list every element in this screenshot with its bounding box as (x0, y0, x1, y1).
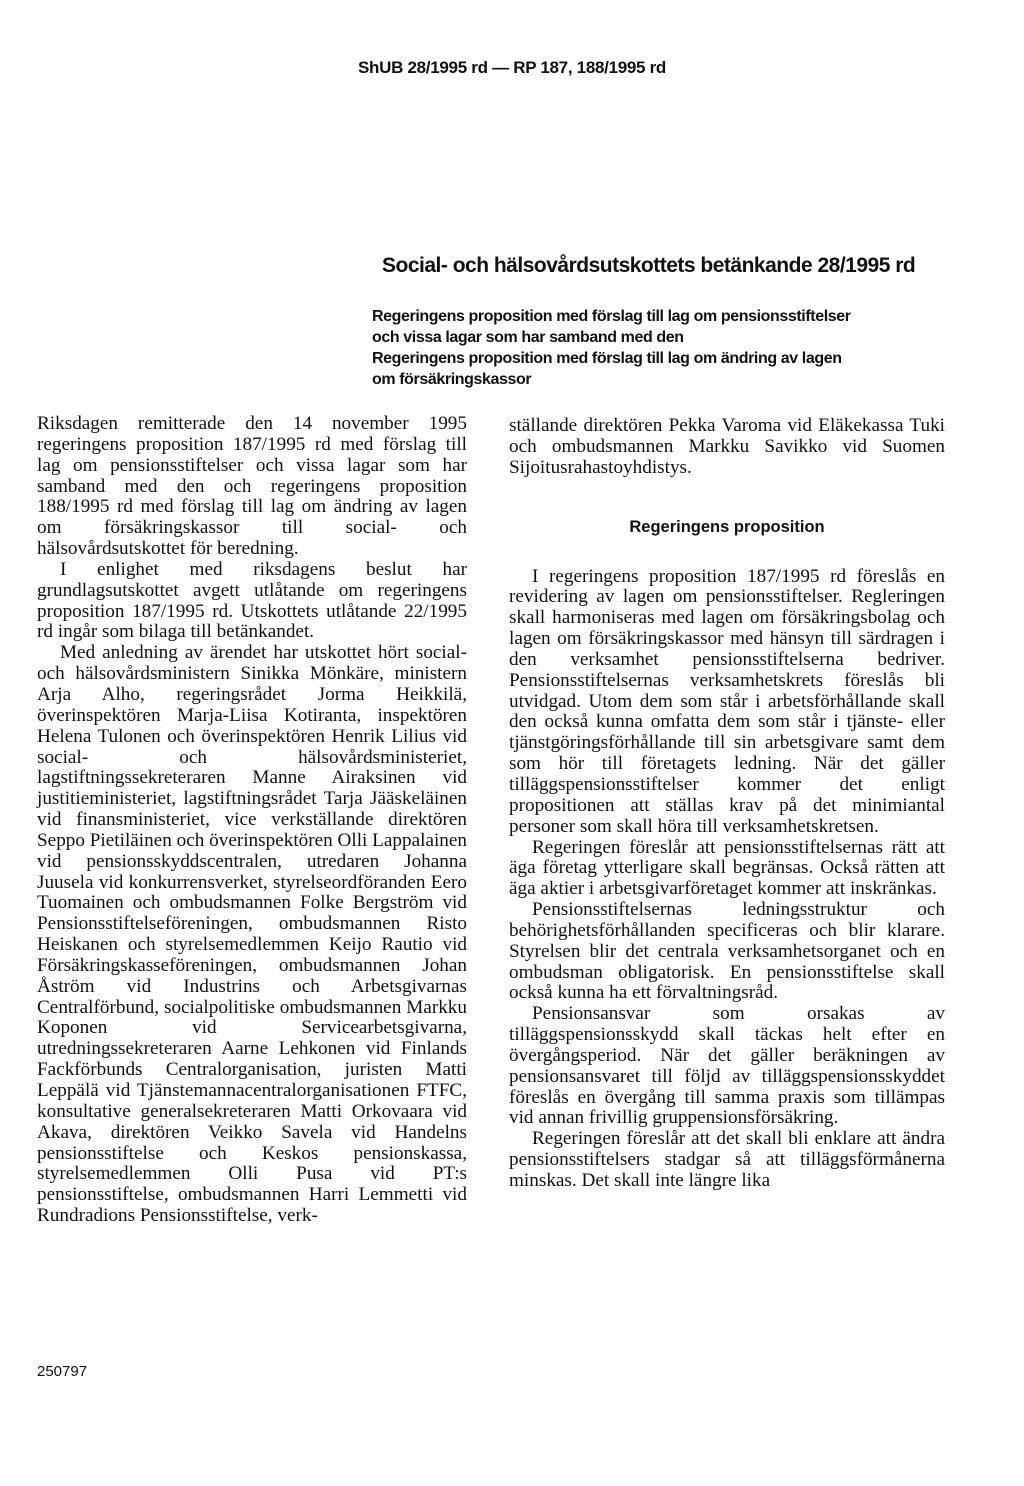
subtitle-line: Regeringens proposition med förslag till lag om pensionsstiftelser (372, 308, 851, 325)
body-paragraph: I enlighet med riksdagens beslut har grundlagsutskottet avgett utlåtande om regeringens proposition 187/1995 rd. Utskottets utlåtande 22/1995 rd ingår som bilaga till betänkandet. (37, 558, 467, 643)
left-column (37, 414, 467, 1227)
body-paragraph: Regeringen föreslår att det skall bli enklare att ändra pensionsstiftelsers stadgar så att tilläggsförmånerna minskas. Det skall inte längre lika (509, 1128, 945, 1191)
section-heading: Regeringens proposition (629, 517, 825, 536)
right-column (509, 416, 945, 1192)
subtitle-line: och vissa lagar som har samband med den (372, 329, 684, 346)
report-title: Social- och hälsovårdsutskottets betänkande 28/1995 rd (382, 254, 916, 277)
body-paragraph: I regeringens proposition 187/1995 rd föreslås en revidering av lagen om pensionsstiftelser. Regleringen skall harmoniseras med lagen om försäkringsbolag och lagen om försäkringskassor med hänsyn till särdragen i den verksamhet pensionsstiftelserna bedriver. Pensionsstiftelsernas verksamhetskrets föreslås bli utvidgad. Utom dem som står i arbetsförhållande skall den också kunna omfatta dem som står i tjänste- eller tjänstgöringsförhållande till sin arbetsgivare samt dem som hör till företagets ledning. När det gäller tilläggspensionsstiftelser kommer det enligt propositionen att ställas krav på det minimiantal personer som skall höra till verksamhetskretsen. (509, 565, 945, 837)
running-head: ShUB 28/1995 rd — RP 187, 188/1995 rd (358, 58, 666, 77)
body-paragraph: Riksdagen remitterade den 14 november 1995 regeringens proposition 187/1995 rd med förslag till lag om pensionsstiftelser och vissa lagar som har samband med den och regeringens proposition 188/1995 rd med förslag till lag om ändring av lagen om försäkringskassor till social- och hälsovårdsutskottet för beredning. (37, 413, 467, 560)
body-paragraph: Pensionsansvar som orsakas av tilläggspensionsskydd skall täckas helt efter en övergångsperiod. När det gäller beräkningen av pensionsansvaret till följd av tilläggspensionsskyddet föreslås en övergång till samma praxis som tillämpas vid annan frivillig gruppensionsförsäkring. (509, 1003, 945, 1129)
report-subtitle (372, 306, 972, 390)
subtitle-line: Regeringens proposition med förslag till lag om ändring av lagen (372, 350, 842, 367)
body-paragraph: Regeringen föreslår att pensionsstiftelsernas rätt att äga företag ytterligare skall begränsas. Också rätten att äga aktier i arbetsgivarföretaget kommer att inskränkas. (509, 836, 945, 900)
page-code: 250797 (37, 1363, 88, 1380)
body-paragraph: Pensionsstiftelsernas ledningsstruktur och behörighetsförhållanden specificeras och blir klarare. Styrelsen blir det centrala verksamhetsorganet och en ombudsman obligatorisk. En pensionsstiftelse skall också kunna ha ett förvaltningsråd. (509, 899, 945, 1004)
body-paragraph: Med anledning av ärendet har utskottet hört social- och hälsovårdsministern Sinikka Mönkäre, ministern Arja Alho, regeringsrådet Jorma Heikkilä, överinspektören Marja-Liisa Kotiranta, inspektören Helena Tulonen och överinspektören Henrik Lilius vid social- och hälsovårdsministeriet, lagstiftningssekreteraren Manne Airaksinen vid justitieministeriet, lagstiftningsrådet Tarja Jääskeläinen vid finansministeriet, vice verkställande direktören Seppo Pietiläinen och överinspektören Olli Lappalainen vid pensionsskyddscentralen, utredaren Johanna Juusela vid konkurrensverket, styrelseordföranden Eero Tuomainen och ombudsmannen Folke Bergström vid Pensionsstiftelseföreningen, ombudsmannen Risto Heiskanen och styrelsemedlemmen Keijo Rautio vid Försäkringskasseföreningen, ombudsmannen Johan Åström vid Industrins och Arbetsgivarnas Centralförbund, socialpolitiske ombudsmannen Markku Koponen vid Servicearbetsgivarna, utredningssekreteraren Aarne Lehkonen vid Finlands Fackförbunds Centralorganisation, juristen Matti Leppälä vid Tjänstemannacentralorganisationen FTFC, konsultative generalsekreteraren Matti Orkovaara vid Akava, direktören Veikko Savela vid Handelns pensionsstiftelse och Keskos pensionskassa, styrelsemedlemmen Olli Pusa vid PT:s pensionsstiftelse, ombudsmannen Harri Lemmetti vid Rundradions Pensionsstiftelse, verk- (37, 642, 468, 1227)
subtitle-line: om försäkringskassor (372, 371, 532, 388)
continuation-paragraph: ställande direktören Pekka Varoma vid Eläkekassa Tuki och ombudsmannen Markku Savikko vid Suomen Sijoitusrahastoyhdistys. (509, 415, 945, 478)
